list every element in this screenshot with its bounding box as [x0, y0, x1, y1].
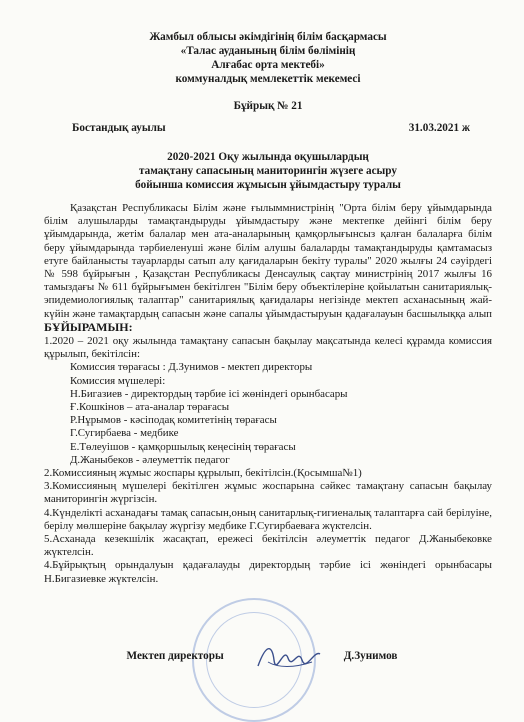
header-line-2: «Талас ауданының білім бөлімінің [180, 45, 356, 57]
item-5: 5.Асханада кезекшілік жасақтап, ережесі бекітілсін әлеуметтік педагог Д.Жаныбековке жүктелсін. [44, 533, 492, 559]
order-subject [44, 150, 492, 192]
commission-members-title: Комиссия мүшелері: [70, 374, 166, 387]
item-2: 2.Комиссияның жұмыс жоспары құрылып, бекітілсін.(Қосымша№1) [44, 467, 362, 480]
place-date-row [44, 122, 492, 134]
header-line-4: коммуналдық мемлекеттік мекемесі [175, 73, 361, 85]
order-place: Бостандық ауылы [72, 122, 166, 134]
preamble-text: Қазақстан Республикасы Білім және ғылыммнистрінің "Орта білім беру ұйымдарында білім алушыларды тамақтандыруды ұйымдастыру және мектепке дейінгі білім беру ұйымдарында, жетім балалар мен ата-аналарының қамқорлығынсыз қалған балаларға білім беру ұйымдарында тәрбиеленуші және білім алушы балаларды тамақтандыруды қамтамасыз етуге байланысты тауарларды сатып алу қағидаларын бекіту туралы" 2020 жылғы 24 сәуірдегі № 598 бұйрығын , Қазақстан Республикасы Денсаулық сақтау министрінің 2017 жылғы 16 тамыздағы № 611 бұйрығымен бекітілген "Білім беру объектілеріне қойылатын санитариялық-эпидемиологиялық талаптар" санитариялық қағидалары негізінде мектеп асханасының жай-күйін және тамақтардың сапасын және сапалы ұйымдастыруын қадағалауын басшылыққа алып [44, 202, 492, 320]
header-line-3: Алғабас орта мектебі» [211, 59, 325, 71]
subject-line-2: тамақтану сапасының маниторингін жүзеге асыру [139, 165, 397, 177]
signature-row [0, 650, 524, 662]
commission-list [44, 361, 492, 467]
order-word: БҰЙЫРАМЫН: [44, 319, 133, 334]
commission-member: Г.Сугирбаева - медбике [70, 427, 179, 440]
item-3: 3.Комиссияның мүшелері бекітілген жұмыс жоспарына сәйкес тамақтану сапасын бақылау маниторингін жүргізсін. [44, 480, 492, 506]
commission-chair: Комиссия төрағасы : Д.Зунимов - мектеп директоры [70, 361, 313, 374]
commission-member: Д.Жаныбеков - әлеуметтік педагог [70, 453, 230, 466]
signer-name: Д.Зунимов [343, 650, 398, 662]
subject-line-3: бойынша комиссия жұмысын ұйымдастыру туралы [135, 179, 401, 191]
commission-member: Н.Бигазиев - директордың тәрбие ісі жөніндегі орынбасары [70, 387, 348, 400]
letterhead [44, 0, 492, 86]
preamble-paragraph [44, 202, 492, 335]
header-line-1: Жамбыл облысы әкімдігінің білім басқармасы [149, 31, 387, 43]
item-4: 4.Күнделікті асханадағы тамақ сапасын,оның санитарлық-гигиеналық талаптарға сай берілуіне, берілу мөлшеріне бақылау жүргізу медбике Г.Сугирбаеваға жүктелсін. [44, 506, 492, 532]
commission-member: Е.Төлеуішов - қамқоршылық кеңесінің төрағасы [70, 440, 296, 453]
subject-line-1: 2020-2021 Оқу жылында оқушылардың [167, 151, 369, 163]
commission-member: Р.Нұрымов - кәсіподақ комитетінің төрағасы [70, 414, 277, 427]
order-title: Бұйрық № 21 [233, 100, 303, 112]
commission-member: Ғ.Кошкінов – ата-аналар төрағасы [70, 401, 230, 414]
item-6: 4.Бұйрықтың орындалуын қадағалауды директордың тәрбие ісі жөніндегі орынбасары Н.Бигазиевке жүктелсін. [44, 559, 492, 585]
item-1: 1.2020 – 2021 оқу жылында тамақтану сапасын бақылау мақсатында келесі құрамда комиссия құрылып, бекітілсін: [44, 335, 492, 361]
signer-title: Мектеп директоры [126, 650, 224, 662]
order-date: 31.03.2021 ж [408, 122, 470, 134]
order-body [44, 202, 492, 586]
